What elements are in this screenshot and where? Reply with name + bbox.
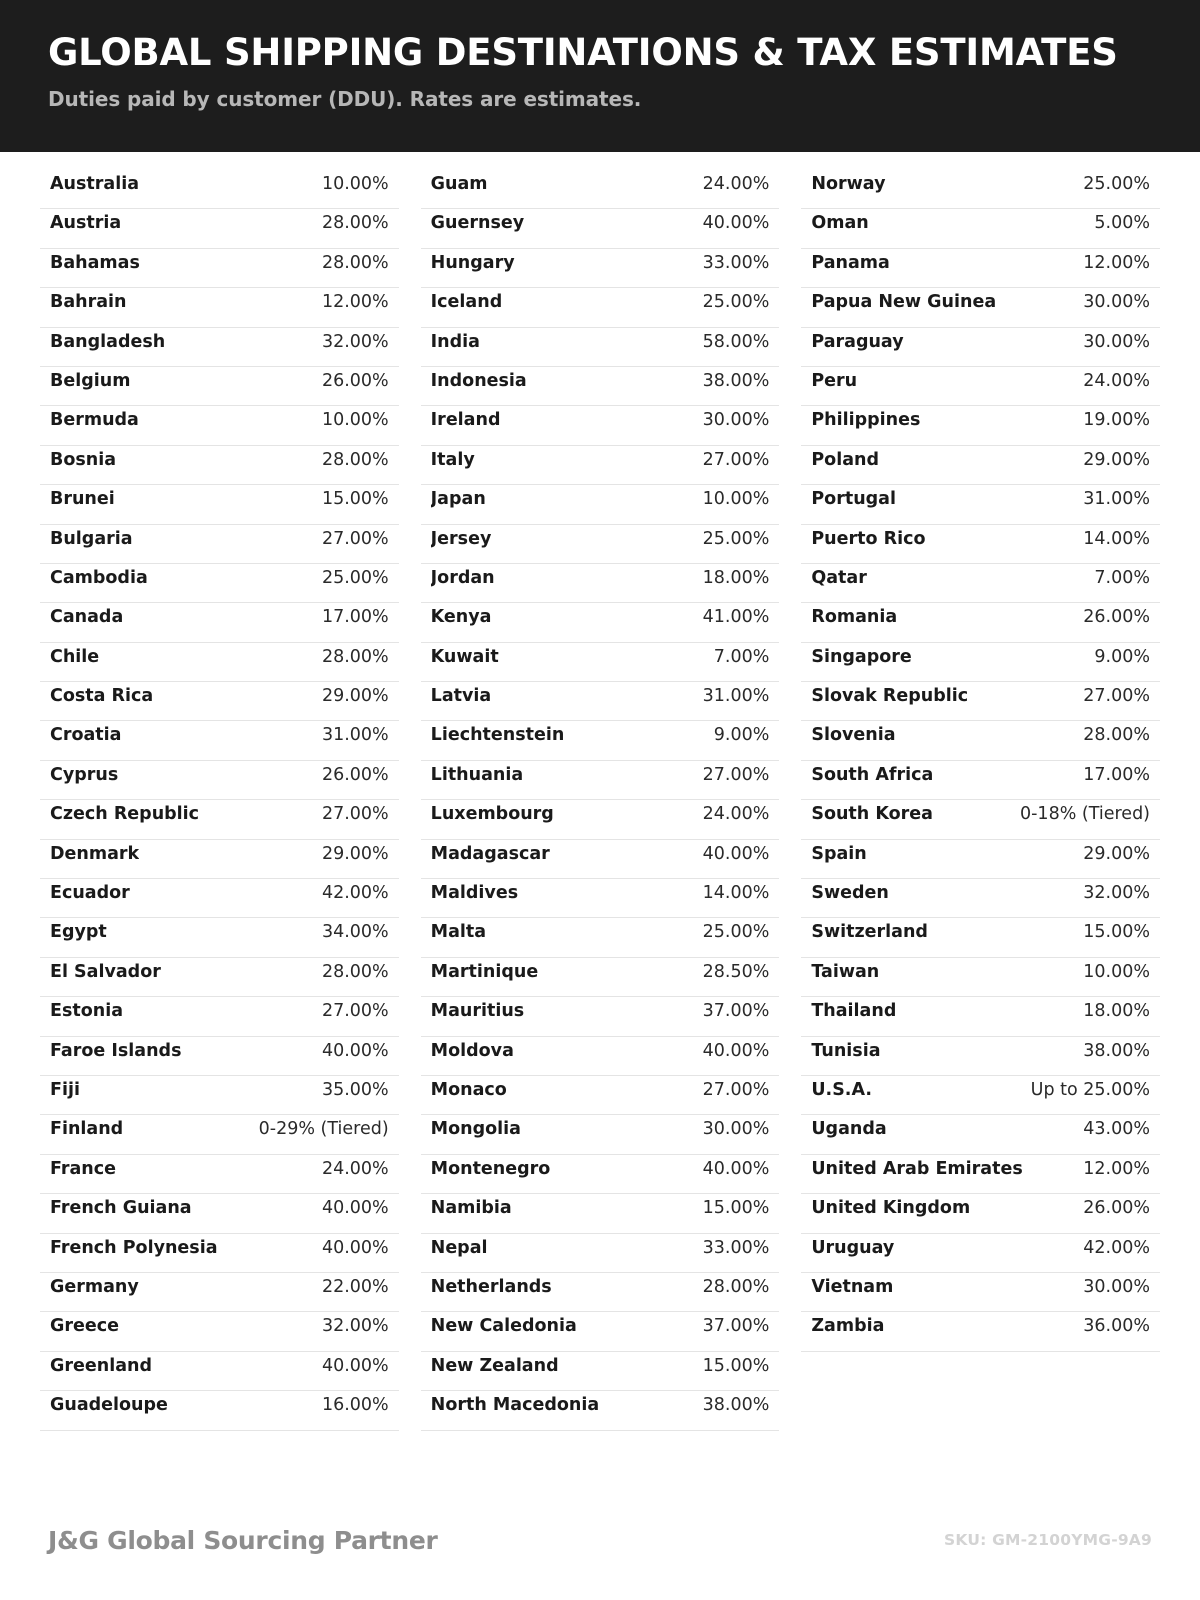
tax-rate-value: 17.00% — [1083, 764, 1151, 785]
tax-rate-value: 38.00% — [1083, 1040, 1151, 1061]
country-name: Philippines — [811, 410, 921, 431]
country-name: Zambia — [811, 1316, 885, 1337]
table-row — [801, 1037, 1160, 1076]
table-row — [40, 958, 399, 997]
country-name: Papua New Guinea — [811, 292, 997, 313]
country-name: Japan — [430, 489, 486, 510]
country-name: Panama — [811, 252, 890, 273]
tax-rate-value: 27.00% — [1083, 686, 1151, 707]
country-name: Kenya — [430, 607, 492, 628]
footer-sku: SKU: GM-2100YMG-9A9 — [944, 1531, 1152, 1549]
table-row — [801, 840, 1160, 879]
table-row — [801, 209, 1160, 248]
table-row — [421, 249, 780, 288]
tax-rate-value: 9.00% — [713, 725, 770, 746]
tax-rate-value: 40.00% — [702, 1158, 770, 1179]
country-name: Kuwait — [430, 646, 499, 667]
tax-rate-value: 7.00% — [1094, 567, 1151, 588]
table-row — [801, 643, 1160, 682]
country-name: South Korea — [811, 804, 933, 825]
country-name: Latvia — [430, 686, 492, 707]
country-name: Egypt — [50, 922, 107, 943]
tax-rate-value: 25.00% — [321, 567, 389, 588]
country-name: Guadeloupe — [50, 1395, 168, 1416]
table-row — [421, 800, 780, 839]
table-row — [421, 1194, 780, 1233]
table-row — [801, 761, 1160, 800]
tax-rate-value: 10.00% — [702, 489, 770, 510]
country-name: Czech Republic — [50, 804, 200, 825]
tax-rate-value: 5.00% — [1094, 213, 1151, 234]
country-name: Monaco — [430, 1079, 507, 1100]
country-name: Bermuda — [50, 410, 139, 431]
table-row — [40, 1037, 399, 1076]
tax-rate-value: 28.00% — [321, 449, 389, 470]
tax-rate-value: 12.00% — [1083, 252, 1151, 273]
tax-rate-value: 27.00% — [321, 804, 389, 825]
country-name: Thailand — [811, 1001, 897, 1022]
tax-rate-value: 30.00% — [1083, 1276, 1151, 1297]
table-row — [421, 1155, 780, 1194]
rates-column-2 — [421, 170, 780, 1431]
table-row — [421, 1115, 780, 1154]
table-row — [421, 367, 780, 406]
table-row — [40, 1312, 399, 1351]
tax-rate-value: 41.00% — [702, 607, 770, 628]
tax-rate-value: 35.00% — [321, 1079, 389, 1100]
country-name: Portugal — [811, 489, 896, 510]
tax-rate-value: 14.00% — [702, 883, 770, 904]
table-row — [801, 288, 1160, 327]
tax-rate-value: 37.00% — [702, 1316, 770, 1337]
table-row — [40, 840, 399, 879]
country-name: Mongolia — [430, 1119, 521, 1140]
tax-rate-value: 0-29% (Tiered) — [258, 1119, 389, 1140]
tax-rate-value: 28.50% — [702, 961, 770, 982]
table-row — [421, 958, 780, 997]
tax-rate-value: 43.00% — [1083, 1119, 1151, 1140]
tax-rate-value: 27.00% — [702, 764, 770, 785]
tax-rate-value: 28.00% — [321, 213, 389, 234]
table-row — [40, 564, 399, 603]
table-row — [40, 761, 399, 800]
country-name: Austria — [50, 213, 122, 234]
country-name: Greenland — [50, 1355, 152, 1376]
tax-rate-value: 25.00% — [702, 528, 770, 549]
table-row — [421, 1037, 780, 1076]
country-name: Moldova — [430, 1040, 514, 1061]
table-row — [801, 721, 1160, 760]
country-name: Luxembourg — [430, 804, 554, 825]
tax-rate-value: 15.00% — [1083, 922, 1151, 943]
tax-rate-value: 9.00% — [1094, 646, 1151, 667]
tax-rate-value: 0-18% (Tiered) — [1019, 804, 1151, 825]
tax-rate-value: 36.00% — [1083, 1316, 1151, 1337]
country-name: Romania — [811, 607, 898, 628]
country-name: Martinique — [430, 961, 539, 982]
table-row — [40, 997, 399, 1036]
table-row — [801, 1194, 1160, 1233]
country-name: Malta — [430, 922, 487, 943]
table-row — [421, 564, 780, 603]
table-row — [801, 1155, 1160, 1194]
page-title: GLOBAL SHIPPING DESTINATIONS & TAX ESTIMATES — [48, 31, 1118, 74]
tax-rate-value: 26.00% — [1083, 607, 1151, 628]
country-name: Croatia — [50, 725, 122, 746]
table-row — [40, 525, 399, 564]
table-row — [801, 879, 1160, 918]
tax-rate-value: 24.00% — [321, 1158, 389, 1179]
country-name: Puerto Rico — [811, 528, 926, 549]
tax-rate-value: 10.00% — [1083, 961, 1151, 982]
country-name: Bangladesh — [50, 331, 166, 352]
table-row — [40, 485, 399, 524]
tax-rate-value: 26.00% — [1083, 1198, 1151, 1219]
tax-rate-value: 7.00% — [713, 646, 770, 667]
country-name: New Caledonia — [430, 1316, 577, 1337]
country-name: Qatar — [811, 567, 867, 588]
tax-rate-value: 40.00% — [321, 1040, 389, 1061]
table-row — [421, 170, 780, 209]
page-header — [0, 0, 1200, 152]
tax-rate-value: 30.00% — [1083, 331, 1151, 352]
tax-rate-value: 15.00% — [702, 1355, 770, 1376]
country-name: Cyprus — [50, 764, 119, 785]
table-row — [801, 406, 1160, 445]
table-row — [421, 761, 780, 800]
country-name: Maldives — [430, 883, 519, 904]
tax-rate-value: 29.00% — [1083, 843, 1151, 864]
page-subtitle: Duties paid by customer (DDU). Rates are estimates. — [48, 86, 642, 111]
tax-rate-value: 12.00% — [1083, 1158, 1151, 1179]
tax-rate-value: 27.00% — [702, 449, 770, 470]
tax-rate-value: 31.00% — [702, 686, 770, 707]
table-row — [421, 721, 780, 760]
country-name: Bahamas — [50, 252, 140, 273]
country-name: Belgium — [50, 370, 131, 391]
table-row — [801, 1115, 1160, 1154]
country-name: Finland — [50, 1119, 124, 1140]
country-name: Namibia — [430, 1198, 512, 1219]
country-name: Denmark — [50, 843, 140, 864]
table-row — [801, 249, 1160, 288]
tax-rate-value: 32.00% — [321, 1316, 389, 1337]
footer-brand: J&G Global Sourcing Partner — [48, 1525, 438, 1555]
country-name: United Kingdom — [811, 1198, 971, 1219]
country-name: Faroe Islands — [50, 1040, 182, 1061]
table-row — [421, 446, 780, 485]
tax-rate-value: 33.00% — [702, 252, 770, 273]
table-row — [421, 328, 780, 367]
country-name: Guam — [430, 174, 488, 194]
table-row — [421, 1076, 780, 1115]
table-row — [40, 603, 399, 642]
tax-rate-value: 24.00% — [702, 174, 770, 194]
country-name: Estonia — [50, 1001, 124, 1022]
tax-rate-value: 15.00% — [321, 489, 389, 510]
country-name: Greece — [50, 1316, 119, 1337]
table-row — [421, 1273, 780, 1312]
country-name: Lithuania — [430, 764, 524, 785]
country-name: New Zealand — [430, 1355, 559, 1376]
table-row — [421, 840, 780, 879]
tax-rate-value: 26.00% — [321, 370, 389, 391]
tax-rate-value: 30.00% — [702, 410, 770, 431]
tax-rate-value: 18.00% — [702, 567, 770, 588]
country-name: Spain — [811, 843, 867, 864]
table-row — [801, 603, 1160, 642]
country-name: Bulgaria — [50, 528, 133, 549]
country-name: Canada — [50, 607, 124, 628]
country-name: Switzerland — [811, 922, 928, 943]
tax-rate-value: 40.00% — [321, 1237, 389, 1258]
country-name: Singapore — [811, 646, 912, 667]
table-row — [421, 1312, 780, 1351]
table-row — [421, 209, 780, 248]
tax-rate-value: 26.00% — [321, 764, 389, 785]
table-row — [801, 958, 1160, 997]
tax-rate-value: 24.00% — [702, 804, 770, 825]
rates-column-3 — [801, 170, 1160, 1352]
country-name: French Polynesia — [50, 1237, 218, 1258]
tax-rate-value: 25.00% — [702, 292, 770, 313]
country-name: Guernsey — [430, 213, 525, 234]
country-name: South Africa — [811, 764, 934, 785]
country-name: Liechtenstein — [430, 725, 565, 746]
table-row — [421, 643, 780, 682]
tax-rate-value: 24.00% — [1083, 370, 1151, 391]
table-row — [40, 209, 399, 248]
tax-rate-value: 38.00% — [702, 1395, 770, 1416]
country-name: Chile — [50, 646, 100, 667]
country-name: Sweden — [811, 883, 889, 904]
table-row — [421, 603, 780, 642]
tax-rate-value: 40.00% — [702, 1040, 770, 1061]
table-row — [801, 170, 1160, 209]
tax-rate-value: 37.00% — [702, 1001, 770, 1022]
rates-columns — [0, 152, 1200, 1431]
table-row — [40, 682, 399, 721]
country-name: U.S.A. — [811, 1079, 872, 1100]
tax-rate-value: 18.00% — [1083, 1001, 1151, 1022]
country-name: Jersey — [430, 528, 492, 549]
country-name: Ecuador — [50, 883, 130, 904]
country-name: Norway — [811, 174, 886, 194]
tax-rate-value: 28.00% — [1083, 725, 1151, 746]
country-name: Fiji — [50, 1079, 80, 1100]
table-row — [40, 288, 399, 327]
country-name: Netherlands — [430, 1276, 552, 1297]
tax-rate-value: 10.00% — [321, 410, 389, 431]
page-footer — [0, 1480, 1200, 1600]
country-name: Slovak Republic — [811, 686, 969, 707]
country-name: Italy — [430, 449, 475, 470]
country-name: Nepal — [430, 1237, 488, 1258]
table-row — [40, 721, 399, 760]
tax-rate-value: 40.00% — [321, 1198, 389, 1219]
tax-rate-value: 32.00% — [321, 331, 389, 352]
table-row — [801, 918, 1160, 957]
country-name: Slovenia — [811, 725, 896, 746]
country-name: Peru — [811, 370, 858, 391]
tax-rate-value: 42.00% — [1083, 1237, 1151, 1258]
table-row — [801, 485, 1160, 524]
country-name: Bosnia — [50, 449, 117, 470]
tax-rate-value: 30.00% — [1083, 292, 1151, 313]
tax-rate-value: 22.00% — [321, 1276, 389, 1297]
tax-rate-value: 29.00% — [321, 843, 389, 864]
country-name: Indonesia — [430, 370, 527, 391]
country-name: North Macedonia — [430, 1395, 600, 1416]
country-name: Taiwan — [811, 961, 880, 982]
table-row — [421, 288, 780, 327]
country-name: Poland — [811, 449, 879, 470]
tax-rate-value: 29.00% — [1083, 449, 1151, 470]
tax-rate-value: 14.00% — [1083, 528, 1151, 549]
country-name: Jordan — [430, 567, 495, 588]
tax-rate-value: 40.00% — [321, 1355, 389, 1376]
tax-rate-value: 31.00% — [321, 725, 389, 746]
table-row — [40, 1273, 399, 1312]
tax-rate-value: 30.00% — [702, 1119, 770, 1140]
country-name: Vietnam — [811, 1276, 894, 1297]
tax-rate-value: 17.00% — [321, 607, 389, 628]
country-name: French Guiana — [50, 1198, 192, 1219]
table-row — [801, 1076, 1160, 1115]
table-row — [40, 446, 399, 485]
table-row — [801, 367, 1160, 406]
country-name: Uruguay — [811, 1237, 895, 1258]
tax-rate-value: 28.00% — [321, 252, 389, 273]
country-name: France — [50, 1158, 116, 1179]
country-name: Montenegro — [430, 1158, 551, 1179]
tax-rate-value: 28.00% — [321, 646, 389, 667]
table-row — [40, 1391, 399, 1430]
table-row — [421, 682, 780, 721]
table-row — [421, 997, 780, 1036]
country-name: Ireland — [430, 410, 501, 431]
country-name: El Salvador — [50, 961, 161, 982]
table-row — [40, 643, 399, 682]
table-row — [421, 879, 780, 918]
tax-rate-value: 42.00% — [321, 883, 389, 904]
table-row — [40, 1155, 399, 1194]
table-row — [40, 1115, 399, 1154]
country-name: Paraguay — [811, 331, 904, 352]
tax-rate-value: 10.00% — [321, 174, 389, 194]
table-row — [421, 1234, 780, 1273]
table-row — [801, 1312, 1160, 1351]
table-row — [40, 800, 399, 839]
table-row — [801, 328, 1160, 367]
tax-rate-value: 28.00% — [702, 1276, 770, 1297]
tax-rate-value: 33.00% — [702, 1237, 770, 1258]
country-name: India — [430, 331, 480, 352]
country-name: Bahrain — [50, 292, 127, 313]
table-row — [40, 170, 399, 209]
tax-rate-value: Up to 25.00% — [1030, 1079, 1151, 1100]
tax-rate-value: 12.00% — [321, 292, 389, 313]
country-name: United Arab Emirates — [811, 1158, 1023, 1179]
table-row — [40, 249, 399, 288]
country-name: Cambodia — [50, 567, 148, 588]
tax-rate-value: 58.00% — [702, 331, 770, 352]
tax-rate-value: 27.00% — [321, 1001, 389, 1022]
table-row — [40, 406, 399, 445]
tax-rate-value: 32.00% — [1083, 883, 1151, 904]
table-row — [40, 328, 399, 367]
tax-rate-value: 40.00% — [702, 843, 770, 864]
tax-rate-value: 19.00% — [1083, 410, 1151, 431]
country-name: Uganda — [811, 1119, 887, 1140]
tax-rate-value: 38.00% — [702, 370, 770, 391]
table-row — [40, 879, 399, 918]
tax-rate-value: 27.00% — [321, 528, 389, 549]
table-row — [40, 918, 399, 957]
table-row — [801, 800, 1160, 839]
table-row — [421, 918, 780, 957]
country-name: Costa Rica — [50, 686, 154, 707]
country-name: Germany — [50, 1276, 139, 1297]
table-row — [801, 1273, 1160, 1312]
table-row — [421, 1391, 780, 1430]
table-row — [40, 1352, 399, 1391]
tax-rate-value: 16.00% — [321, 1395, 389, 1416]
tax-rate-value: 40.00% — [702, 213, 770, 234]
table-row — [801, 446, 1160, 485]
country-name: Madagascar — [430, 843, 550, 864]
table-row — [40, 1194, 399, 1233]
country-name: Brunei — [50, 489, 115, 510]
rates-column-1 — [40, 170, 399, 1431]
table-row — [801, 525, 1160, 564]
table-row — [801, 1234, 1160, 1273]
table-row — [421, 1352, 780, 1391]
tax-rate-value: 31.00% — [1083, 489, 1151, 510]
table-row — [421, 525, 780, 564]
table-row — [40, 367, 399, 406]
country-name: Hungary — [430, 252, 515, 273]
table-row — [40, 1076, 399, 1115]
tax-rate-value: 28.00% — [321, 961, 389, 982]
tax-rate-value: 15.00% — [702, 1198, 770, 1219]
country-name: Oman — [811, 213, 869, 234]
tax-rate-value: 27.00% — [702, 1079, 770, 1100]
country-name: Iceland — [430, 292, 503, 313]
table-row — [801, 997, 1160, 1036]
tax-rate-value: 29.00% — [321, 686, 389, 707]
table-row — [801, 564, 1160, 603]
country-name: Tunisia — [811, 1040, 881, 1061]
country-name: Australia — [50, 174, 140, 194]
table-row — [40, 1234, 399, 1273]
tax-rate-value: 25.00% — [702, 922, 770, 943]
table-row — [801, 682, 1160, 721]
table-row — [421, 406, 780, 445]
tax-rate-value: 34.00% — [321, 922, 389, 943]
table-row — [421, 485, 780, 524]
country-name: Mauritius — [430, 1001, 525, 1022]
tax-rate-value: 25.00% — [1083, 174, 1151, 194]
